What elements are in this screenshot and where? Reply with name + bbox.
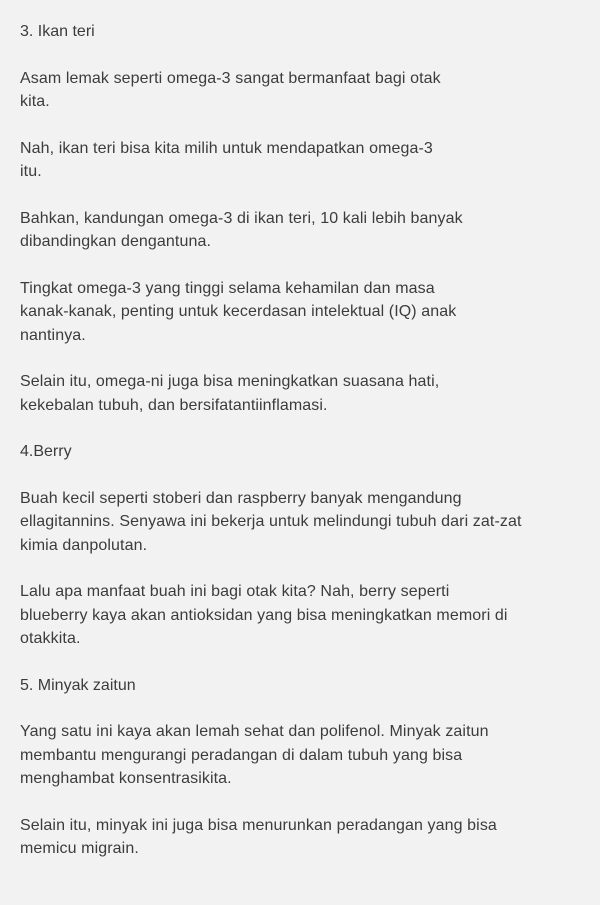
text-line: Yang satu ini kaya akan lemah sehat dan polifenol. Minyak zaitun xyxy=(20,723,489,740)
paragraph xyxy=(20,207,582,254)
text-line: membantu mengurangi peradangan di dalam tubuh yang bisa xyxy=(20,746,463,764)
paragraph xyxy=(20,720,582,791)
paragraph xyxy=(20,277,582,348)
paragraph xyxy=(20,487,582,558)
text-line: Buah kecil seperti stoberi dan raspberry banyak mengandung xyxy=(20,489,462,507)
text-line: 4.Berry xyxy=(20,443,72,460)
text-line: dibandingkan dengantuna. xyxy=(20,233,212,250)
text-line: ellagitannins. Senyawa ini bekerja untuk melindungi tubuh dari zat-zat xyxy=(20,513,522,530)
text-line: blueberry kaya akan antioksidan yang bisa meningkatkan memori di xyxy=(20,606,508,624)
paragraph xyxy=(20,67,582,114)
text-line: memicu migrain. xyxy=(20,840,139,857)
text-line: menghambat konsentrasikita. xyxy=(20,770,232,787)
text-line: nantinya. xyxy=(20,326,86,344)
paragraph xyxy=(20,137,582,184)
paragraph xyxy=(20,814,582,861)
text-line: kanak-kanak, penting untuk kecerdasan intelektual (IQ) anak xyxy=(20,303,457,320)
text-line: Lalu apa manfaat buah ini bagi otak kita? Nah, berry seperti xyxy=(20,583,450,600)
text-line: Nah, ikan teri bisa kita milih untuk mendapatkan omega-3 xyxy=(20,139,433,157)
paragraph xyxy=(20,580,582,651)
text-line: kimia danpolutan. xyxy=(20,536,148,554)
section-heading-berry xyxy=(20,440,582,464)
text-line: Bahkan, kandungan omega-3 di ikan teri, 10 kali lebih banyak xyxy=(20,209,463,227)
text-line: kekebalan tubuh, dan bersifatantiinflamasi. xyxy=(20,396,328,414)
text-line: Selain itu, minyak ini juga bisa menurunkan peradangan yang bisa xyxy=(20,816,497,834)
text-line: Tingkat omega-3 yang tinggi selama kehamilan dan masa xyxy=(20,279,435,297)
text-line: otakkita. xyxy=(20,630,81,647)
text-line: kita. xyxy=(20,93,50,110)
text-line: Selain itu, omega-ni juga bisa meningkatkan suasana hati, xyxy=(20,373,440,390)
text-line: Asam lemak seperti omega-3 sangat bermanfaat bagi otak xyxy=(20,69,441,87)
section-heading-ikan-teri xyxy=(20,20,582,44)
text-line: itu. xyxy=(20,163,42,180)
text-line: 3. Ikan teri xyxy=(20,23,95,40)
paragraph xyxy=(20,370,582,417)
text-line: 5. Minyak zaitun xyxy=(20,676,136,694)
section-heading-minyak-zaitun xyxy=(20,674,582,698)
